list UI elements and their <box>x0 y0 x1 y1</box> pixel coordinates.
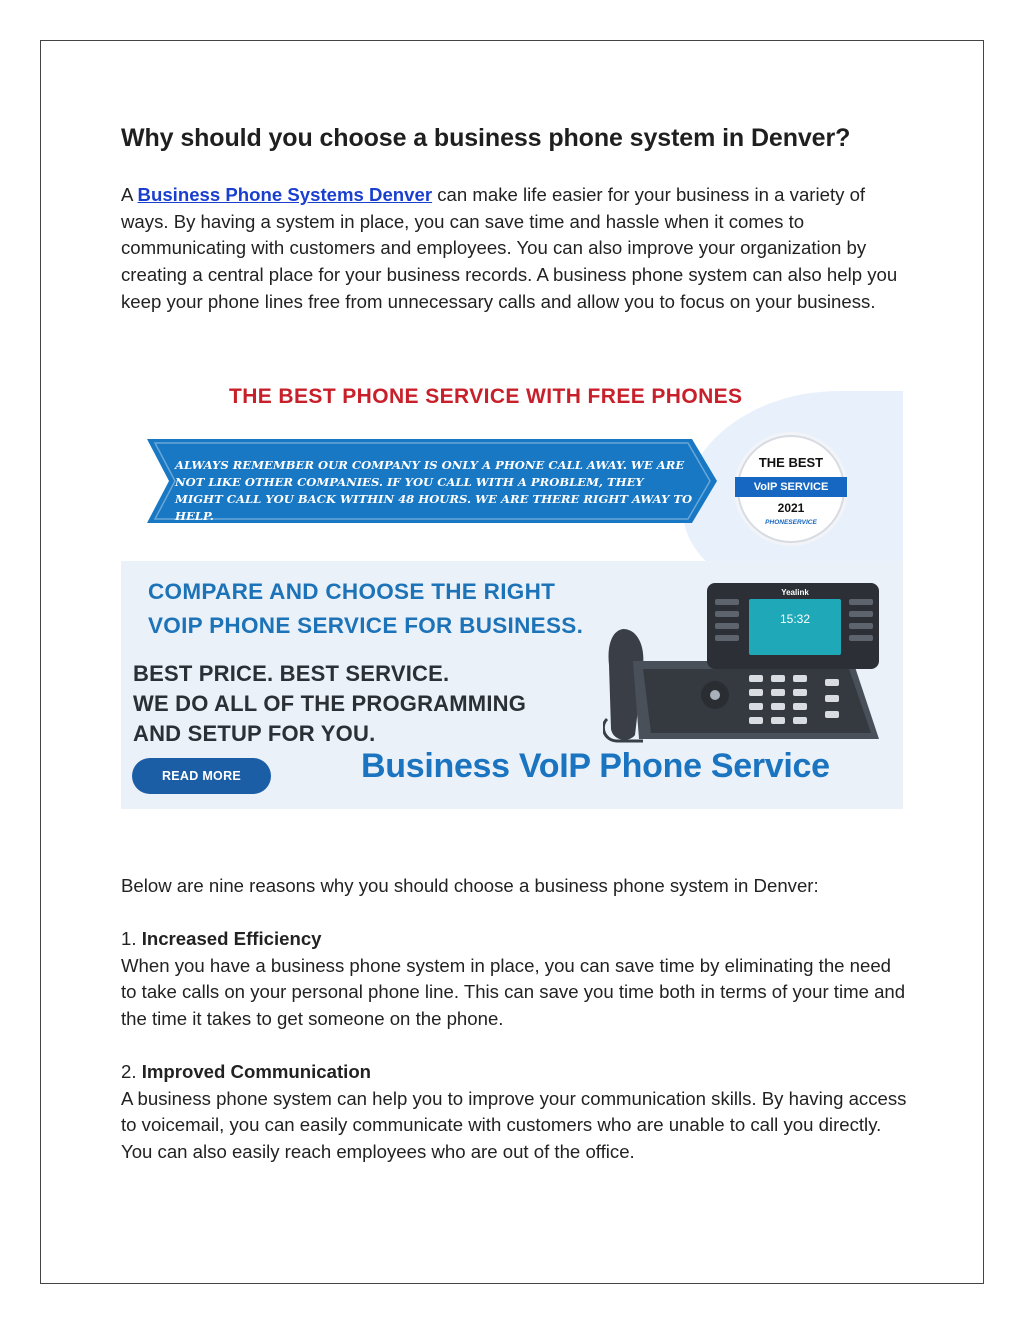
banner-bottom-section <box>121 561 903 809</box>
promo-line-1: BEST PRICE. BEST SERVICE. <box>133 661 450 686</box>
promo-line-3: AND SETUP FOR YOU. <box>133 721 376 746</box>
badge-year: 2021 <box>777 501 805 515</box>
phone-time-label: 15:32 <box>779 612 811 626</box>
badge-title: THE BEST <box>758 455 824 470</box>
read-more-button[interactable]: READ MORE <box>132 758 271 794</box>
reason-number: 1. <box>121 928 137 949</box>
reason-heading <box>121 1059 911 1086</box>
best-voip-badge <box>737 435 845 543</box>
reason-body: A business phone system can help you to improve your communication skills. By having access to voicemail, you can easily communicate with customers who are unable to call you directly. You can also easily reach employees who are out of the office. <box>121 1087 907 1163</box>
reason-heading <box>121 926 911 953</box>
business-voip-title: Business VoIP Phone Service <box>361 747 830 785</box>
reason-title: Improved Communication <box>141 1061 372 1082</box>
banner-headline: THE BEST PHONE SERVICE WITH FREE PHONES <box>229 385 743 408</box>
intro-prefix: A <box>121 184 138 205</box>
reason-number: 2. <box>121 1061 137 1082</box>
reasons-intro: Below are nine reasons why you should choose a business phone system in Denver: <box>121 875 819 896</box>
reason-title: Increased Efficiency <box>141 928 322 949</box>
badge-brand: PHONESERVICE <box>765 519 817 526</box>
promo-line-2: WE DO ALL OF THE PROGRAMMING <box>133 691 527 716</box>
banner-top-section <box>121 371 903 569</box>
compare-line-1: COMPARE AND CHOOSE THE RIGHT <box>148 579 556 604</box>
business-phone-systems-link[interactable]: Business Phone Systems Denver <box>137 184 433 205</box>
intro-body: can make life easier for your business in a variety of ways. By having a system in place, you can save time and hassle when it comes to communicating with customers and employees. You can also improve your organization by creating a central place for your business records. A business phone system can also help you keep your phone lines free from unnecessary calls and allow you to focus on your business. <box>121 184 898 312</box>
page-title: Why should you choose a business phone system in Denver? <box>121 124 851 152</box>
reason-item <box>121 1059 911 1166</box>
reason-item <box>121 926 911 1033</box>
badge-ribbon: VoIP SERVICE <box>735 477 847 497</box>
phone-brand-label: Yealink <box>781 588 809 597</box>
reason-body: When you have a business phone system in place, you can save time by eliminating the need to take calls on your personal phone line. This can save you time both in terms of your time and the time it takes to get someone on the phone. <box>121 954 906 1030</box>
promo-banner-image <box>121 371 903 809</box>
compare-line-2: VOIP PHONE SERVICE FOR BUSINESS. <box>148 613 584 638</box>
desk-phone-illustration <box>603 569 883 744</box>
arrow-banner-text: ALWAYS REMEMBER OUR COMPANY IS ONLY A PHONE CALL AWAY. WE ARE NOT LIKE OTHER COMPANIES. IF YOU CALL WITH A PROBLEM, THEY MIGHT CALL YOU BACK WITHIN 48 HOURS. WE ARE THERE RIGHT AWAY TO HELP. <box>175 458 693 523</box>
intro-paragraph <box>121 182 911 316</box>
